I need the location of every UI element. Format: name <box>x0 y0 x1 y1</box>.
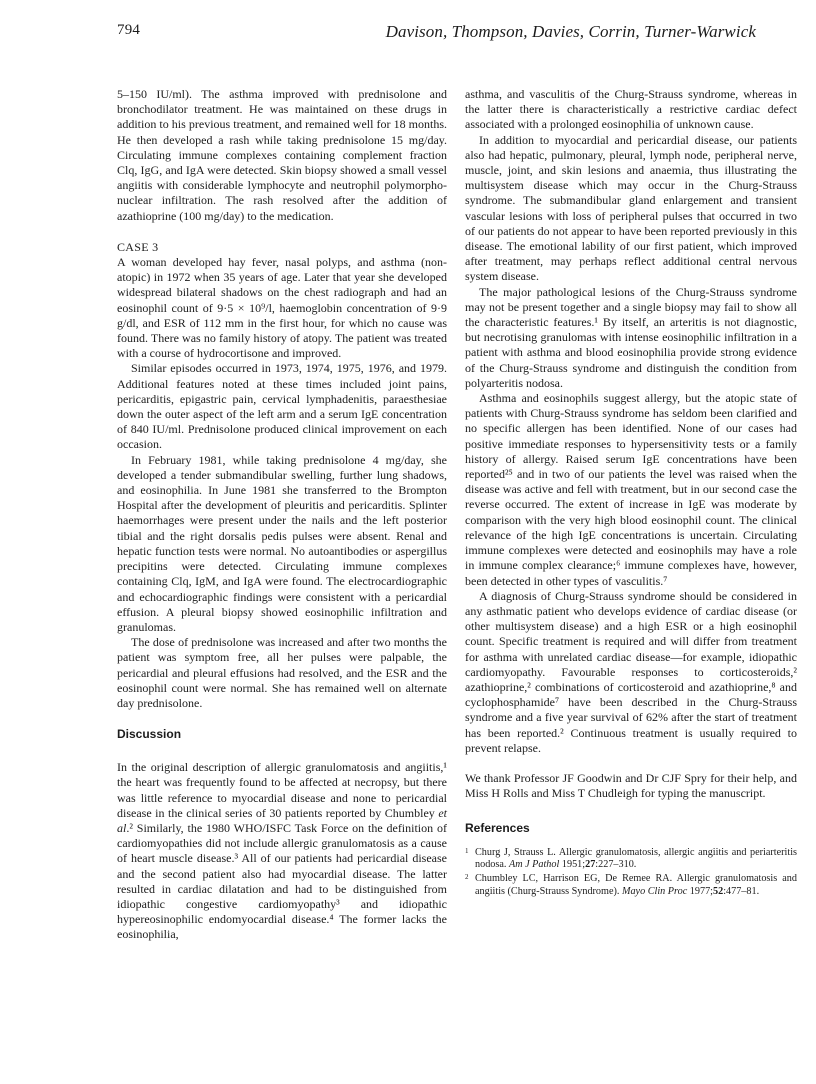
reference-list <box>465 847 797 899</box>
reference-pages: :477–81. <box>723 885 760 897</box>
reference-journal: Am J Pathol <box>508 858 560 870</box>
references-heading: References <box>465 821 530 836</box>
discussion-paragraph-5: Asthma and eosinophils suggest allergy, but the atopic state of patients with Churg-Strauss syndrome has seldom been clarified and no specific allergen has been identified. None of our cases had positive immediate responses to hypersensitivity tests or a family history of allergy. Raised serum IgE concentrations have been reported²⁵ and in two of our patients the level was raised when the disease was active and fell with treatment, but in our second case the reverse occurred. The extent of increase in IgE was moderate by comparison with the very high blood eosinophil count. The clinical relevance of the high IgE concentrations is uncertain. Circulating immune complexes were detected and eosinophils may have a role in immune complex clearance;⁶ immune complexes have, however, been detected in other types of vasculitis.⁷ <box>465 391 797 588</box>
page-number: 794 <box>117 22 141 38</box>
reference-number: 1 <box>465 846 469 855</box>
reference-text: Churg J, Strauss L. Allergic granulomatosis, allergic angiitis and periarteritis nodosa. <box>475 846 797 870</box>
reference-pages: :227–310. <box>595 858 637 870</box>
reference-volume: 27 <box>585 858 596 870</box>
discussion-paragraph-6: A diagnosis of Churg-Strauss syndrome should be considered in any asthmatic patient who develops evidence of cardiac disease (or other multisystem disease) and a high ESR or a high eosinophil count. Specific treatment is required and will differ from treatment for asthma with unrelated cardiac disease—for example, idiopathic cardiomyopathy. Favourable responses to corticosteroids,² azathioprine,² combinations of corticosteroid and azathioprine,⁸ and cyclophosphamide⁷ have been described in the Churg-Strauss syndrome and a five year survival of 62% after the start of treatment has been reported.² Continuous treatment is usually required to prevent relapse. <box>465 588 797 755</box>
discussion-paragraph-1 <box>117 760 447 942</box>
reference-text: Chumbley LC, Harrison EG, De Remee RA. Allergic granulomatosis and angiitis (Churg-Strauss Syndrome). <box>475 873 797 897</box>
discussion-text-a: In the original description of allergic granulomatosis and angiitis,¹ the heart was frequently found to be affected at necropsy, but there was little reference to myocardial disease and none to pericardial disease in the clinical series of 30 patients reported by Chumbley <box>117 760 447 820</box>
right-column <box>465 87 797 900</box>
reference-number: 2 <box>465 873 469 882</box>
running-head: Davison, Thompson, Davies, Corrin, Turner-Warwick <box>385 22 756 41</box>
discussion-paragraph-2: asthma, and vasculitis of the Churg-Strauss syndrome, whereas in the latter there is characteristically a restrictive cardiac defect associated with a prolonged eosinophilia of unknown cause. <box>465 87 797 132</box>
case3-paragraph-4: The dose of prednisolone was increased and after two months the patient was symptom free, all her pulses were palpable, the pericardial and pleural effusions had resolved, and the ESR and the eosinophil count were normal. She has remained well on alternate day prednisolone. <box>117 635 447 710</box>
case3-paragraph-3: In February 1981, while taking prednisolone 4 mg/day, she developed a tender submandibular swelling, further lung shadows, and eosinophilia. In June 1981 she transferred to the Brompton Hospital after the development of pleuritis and pericarditis. Splinter haemorrhages were present under the nails and the left posterior tibial and the right dorsalis pedis pulses were absent. Renal and hepatic function tests were normal. No autoantibodies or aspergillus precipitins were detected. Circulating immune complexes containing Clq, IgM, and IgA were found. The electrocardiographic and echocardiographic findings were consistent with a pericardial effusion. A pleural biopsy showed eosinophilic infiltration and granulomas. <box>117 452 447 634</box>
discussion-paragraph-3: In addition to myocardial and pericardial disease, our patients also had hepatic, pulmonary, pleural, lymph node, peripheral nerve, muscle, joint, and skin lesions and anaemia, thus illustrating the multisystem disease which may occur in the Churg-Strauss syndrome. The submandibular gland enlargement and transient vascular lesions with loss of peripheral pulses that occurred in two of our patients do not appear to have been reported previously in this disease. The emotional lability of our first patient, which improved after treatment, may perhaps reflect additional central nervous system disease. <box>465 132 797 284</box>
discussion-heading: Discussion <box>117 727 182 742</box>
case2-continuation-paragraph: 5–150 IU/ml). The asthma improved with prednisolone and bronchodilator treatment. He was maintained on these drugs in addition to his previous treatment, and remained well for 18 months. He then developed a rash while taking prednisolone 15 mg/day. Circulating immune complexes containing complement fraction Clq, IgG, and IgA were detected. Skin biopsy showed a small vessel angiitis with considerable lymphocyte and neutrophil polymorpho-nuclear infiltration. The rash resolved after the addition of azathioprine (100 mg/day) to the medication. <box>117 87 447 223</box>
case3-paragraph-1: A woman developed hay fever, nasal polyps, and asthma (non-atopic) in 1972 when 35 years of age. Later that year she developed widespread bilateral shadows on the chest radiograph and had an eosinophil count of 9·5 × 10⁹/l, haemoglobin concentration of 9·9 g/dl, and ESR of 112 mm in the first hour, for which no cause was found. There was no family history of atopy. The patient was treated with a course of hydrocortisone and improved. <box>117 255 447 361</box>
reference-item <box>465 847 797 872</box>
reference-item <box>465 873 797 898</box>
case3-paragraph-2: Similar episodes occurred in 1973, 1974, 1975, 1976, and 1979. Additional features noted at these times included joint pains, pericarditis, epigastric pain, cervical lymphadenitis, paraesthesiae down the outer aspect of the left arm and a serum IgE concentration of 840 IU/ml. Prednisolone produced clinical improvement on each occasion. <box>117 361 447 452</box>
reference-volume: 52 <box>713 885 724 897</box>
reference-journal: Mayo Clin Proc <box>621 885 688 897</box>
acknowledgement: We thank Professor JF Goodwin and Dr CJF Spry for their help, and Miss H Rolls and Miss T Chudleigh for typing the manuscript. <box>465 770 797 801</box>
reference-year: 1977; <box>687 885 713 897</box>
discussion-text-b: .² Similarly, the 1980 WHO/ISFC Task Force on the definition of cardiomyopathies did not include allergic granulomatosis as a cause of heart muscle disease.³ All of our patients had pericardial disease and the second patient also had myocardial disease. The latter resulted in cardiac dilatation and had to be distinguished from idiopathic congestive cardiomyopathy³ and idiopathic hypereosinophilic endomyocardial disease.⁴ The former lacks the eosinophilia, <box>117 820 447 942</box>
reference-year: 1951; <box>559 858 586 870</box>
et-al-italic: et al <box>117 805 447 835</box>
discussion-paragraph-4: The major pathological lesions of the Churg-Strauss syndrome may not be present together and a single biopsy may fail to show all the characteristic features.¹ By itself, an arteritis is not diagnostic, but necrotising granulomas with intense eosinophilic infiltration in a patient with asthma and blood eosinophilia provide strong evidence of the Churg-Strauss syndrome and distinguish the condition from polyarteritis nodosa. <box>465 284 797 390</box>
left-column <box>117 87 447 943</box>
case3-heading: CASE 3 <box>117 239 159 254</box>
